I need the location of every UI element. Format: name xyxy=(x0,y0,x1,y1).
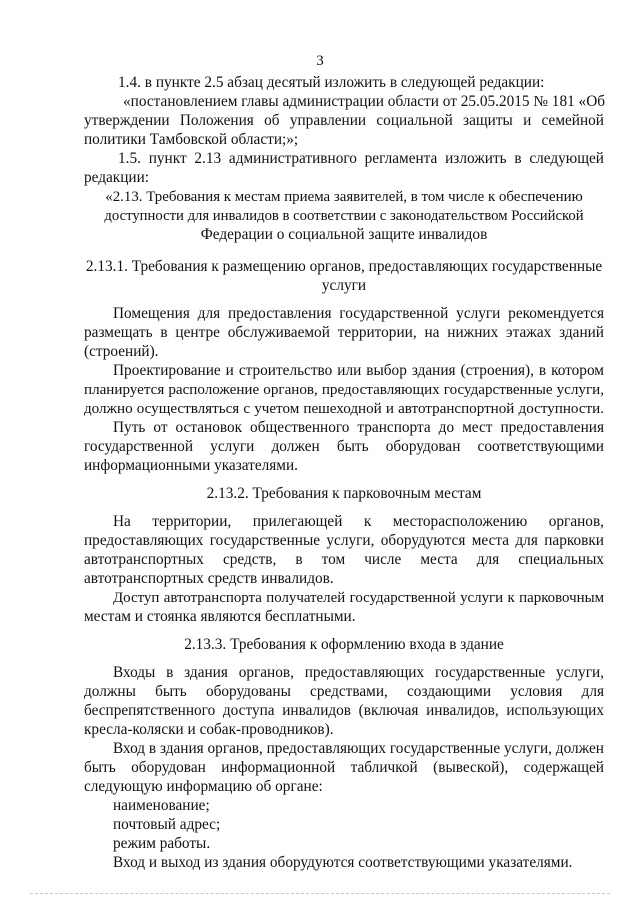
paragraph-line: Доступ автотранспорта получателей государственной услуги к парковочным xyxy=(113,590,604,606)
paragraph-line: Помещения для предоставления государственной услуги рекомендуется xyxy=(113,305,604,322)
paragraph-line: 1.5. пункт 2.13 административного регламента изложить в следующей xyxy=(118,150,604,167)
paragraph-line: 1.4. в пункте 2.5 абзац десятый изложить в следующей редакции: xyxy=(118,74,545,91)
list-item: почтовый адрес; xyxy=(113,816,221,833)
paragraph-line: Проектирование и строительство или выбор здания (строения), в котором xyxy=(113,362,604,379)
subsection-heading: услуги xyxy=(321,277,367,294)
paragraph-line: государственной услуги должен быть оборудован соответствующими xyxy=(84,438,604,455)
paragraph-line: следующую информацию об органе: xyxy=(84,778,323,795)
paragraph-line: (строений). xyxy=(84,343,159,360)
paragraph-line: автотранспортных средств, в том числе места для специальных xyxy=(84,551,604,568)
page-edge-divider xyxy=(30,893,610,894)
paragraph-line: политики Тамбовской области;»; xyxy=(84,131,299,148)
subsection-heading: 2.13.3. Требования к оформлению входа в здание xyxy=(184,636,504,653)
paragraph-line: местам и стоянка являются бесплатными. xyxy=(84,608,356,625)
paragraph-line: размещать в центре обслуживаемой территории, на нижних этажах зданий xyxy=(84,324,604,341)
list-item: наименование; xyxy=(113,797,210,814)
subsection-heading: 2.13.2. Требования к парковочным местам xyxy=(206,485,482,502)
paragraph-line: кресла-коляски и собак-проводников). xyxy=(84,721,334,738)
paragraph-line: На территории, прилегающей к месторасположению органов, xyxy=(113,513,604,530)
paragraph-line: Вход и выход из здания оборудуются соответствующими указателями. xyxy=(113,854,573,871)
paragraph-line: Путь от остановок общественного транспорта до мест предоставления xyxy=(113,419,604,436)
paragraph-line: автотранспортных средств инвалидов. xyxy=(84,570,334,587)
section-heading: Федерации о социальной защите инвалидов xyxy=(200,226,488,243)
section-heading: доступности для инвалидов в соответствии с законодательством Российской xyxy=(104,208,584,224)
paragraph-line: Вход в здания органов, предоставляющих государственные услуги, должен xyxy=(113,740,604,757)
section-heading: «2.13. Требования к местам приема заявителей, в том числе к обеспечению xyxy=(105,189,583,205)
paragraph-line: предоставляющих государственные услуги, оборудуются места для парковки xyxy=(84,532,604,549)
paragraph-line: должны быть оборудованы средствами, создающими условия для xyxy=(84,683,604,700)
list-item: режим работы. xyxy=(113,835,211,852)
paragraph-line: Входы в здания органов, предоставляющих государственные услуги, xyxy=(113,664,604,681)
paragraph-line: планируется расположение органов, предоставляющих государственные услуги, xyxy=(84,382,604,398)
paragraph-line: утверждении Положения об управлении социальной защиты и семейной xyxy=(84,112,604,129)
paragraph-line: редакции: xyxy=(84,169,150,186)
paragraph-line: быть оборудован информационной табличкой (вывеской), содержащей xyxy=(84,759,604,776)
subsection-heading: 2.13.1. Требования к размещению органов, предоставляющих государственные xyxy=(85,258,603,275)
paragraph-line: беспрепятственного доступа инвалидов (включая инвалидов, использующих xyxy=(84,702,604,719)
paragraph-line: должно осуществляться с учетом пешеходной и автотранспортной доступности. xyxy=(84,401,604,417)
paragraph-line: «постановлением главы администрации области от 25.05.2015 № 181 «Об xyxy=(123,93,606,110)
page-number: 3 xyxy=(316,53,324,69)
paragraph-line: информационными указателями. xyxy=(84,457,298,474)
